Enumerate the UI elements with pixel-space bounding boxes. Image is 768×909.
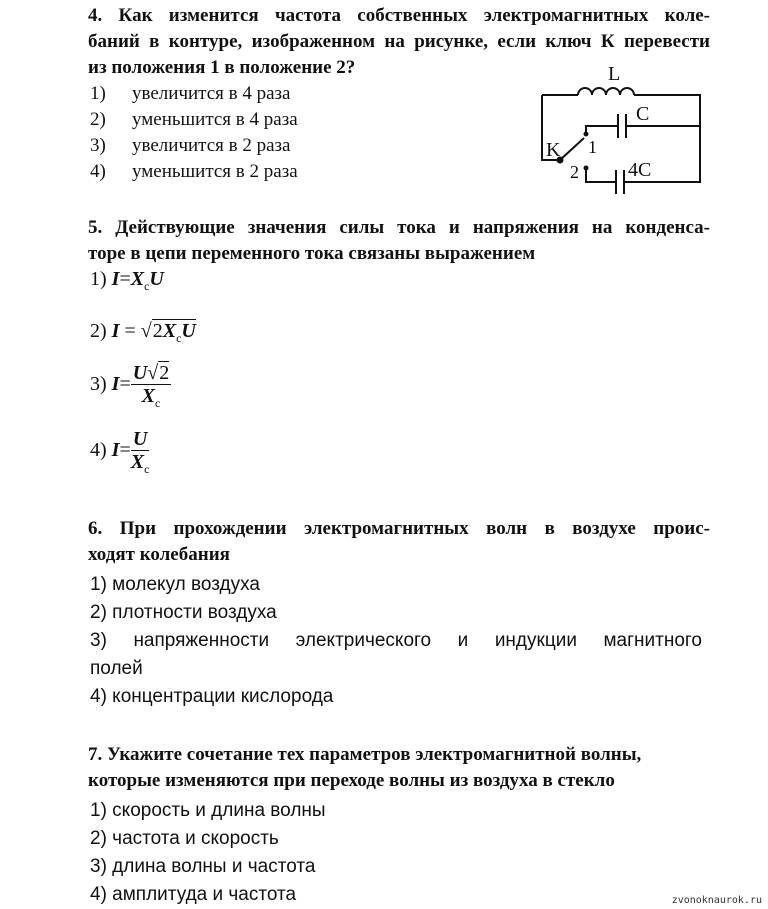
label-inductor: L <box>608 63 621 85</box>
q6-title-line2: ходят колебания <box>88 544 230 565</box>
q4-option-2: 2) уменьшится в 4 раза <box>90 109 298 130</box>
q4-title-line2: баний в контуре, изображенном на рисунке, если ключ К перевести <box>88 31 710 52</box>
q5-option-2: 2) $I = √2X_cU$ <box>90 320 196 345</box>
label-position-2: 2 <box>570 162 579 182</box>
q5-option-1: 1) $I=X_cU$ <box>90 268 164 293</box>
q4-option-4: 4) уменьшится в 2 раза <box>90 161 298 182</box>
q6-option-2: 2) плотности воздуха <box>90 602 277 623</box>
q4-title-line3: из положения 1 в положение 2? <box>88 57 356 78</box>
q5-title-line1: 5. Действующие значения силы тока и напряжения на конденса- <box>88 217 710 238</box>
key-switch <box>560 138 584 160</box>
q5-title-line2: торе в цепи переменного тока связаны выражением <box>88 243 536 264</box>
q7-title-line1: 7. Укажите сочетание тех параметров электромагнитной волны, <box>88 744 642 765</box>
q7-option-2: 2) частота и скорость <box>90 828 279 849</box>
q6-option-3-continued: полей <box>90 658 143 679</box>
lc-circuit-diagram <box>530 60 710 200</box>
q7-option-4: 4) амплитуда и частота <box>90 884 297 905</box>
label-capacitor-c: C <box>636 103 650 125</box>
capacitor-4c <box>616 170 624 194</box>
q6-option-4: 4) концентрации кислорода <box>90 686 334 707</box>
q7-option-1: 1) скорость и длина волны <box>90 800 326 821</box>
label-capacitor-4c: 4C <box>628 159 652 181</box>
inductor-coil <box>578 88 634 95</box>
label-position-1: 1 <box>588 137 597 157</box>
q7-option-3: 3) длина волны и частота <box>90 856 316 877</box>
q5-option-3: 3) I= $\frac{U√2}{X_c}$ <box>90 362 170 410</box>
capacitor-c <box>618 114 626 138</box>
label-key: K <box>546 139 561 161</box>
q4-option-1: 1) увеличится в 4 раза <box>90 83 291 104</box>
q7-title-line2: которые изменяются при переходе волны из воздуха в стекло <box>88 770 615 791</box>
watermark: zvonoknaurok.ru <box>671 895 762 906</box>
q4-title-line1: 4. Как изменится частота собственных электромагнитных коле- <box>88 5 710 26</box>
q6-title-line1: 6. При прохождении электромагнитных волн в воздухе проис- <box>88 518 710 539</box>
q5-option-4: 4) I= $\frac{U}{X_c}$ <box>90 428 150 476</box>
q4-option-3: 3) увеличится в 2 раза <box>90 135 291 156</box>
q6-option-3: 3) напряженности электрического и индукции магнитного <box>90 630 702 651</box>
q6-option-1: 1) молекул воздуха <box>90 574 260 595</box>
